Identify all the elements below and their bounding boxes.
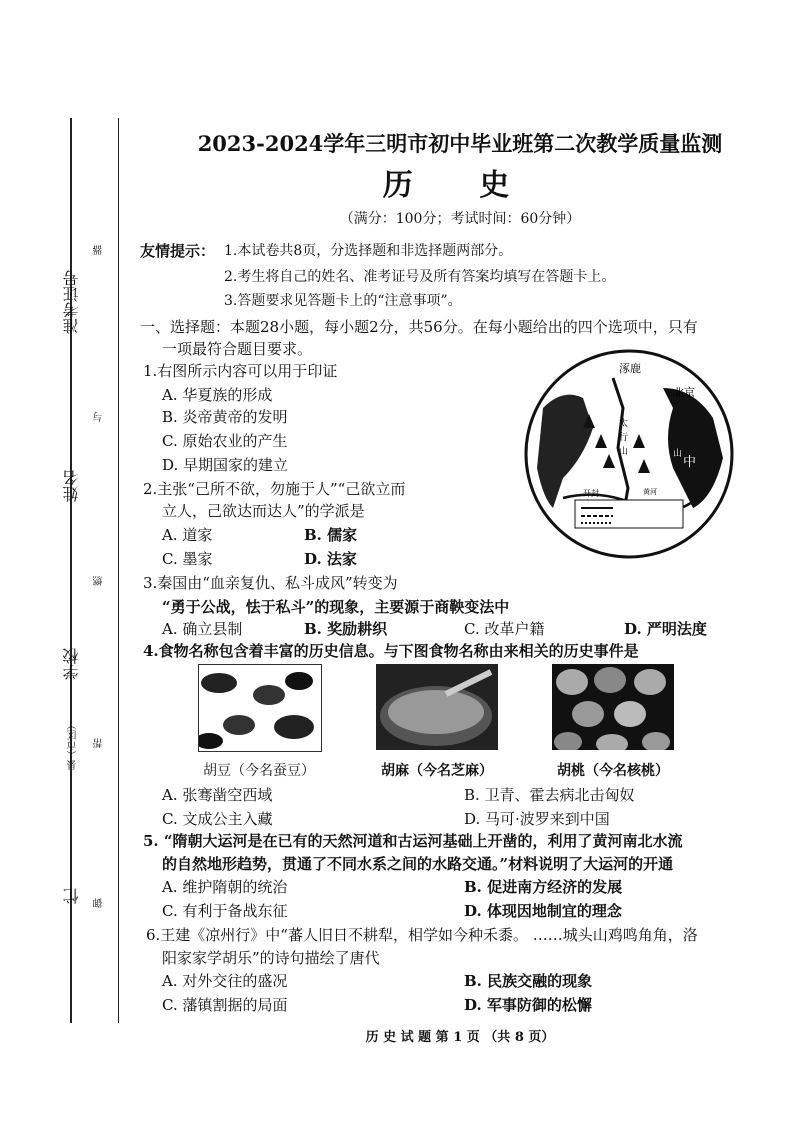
q4-option-c[interactable]: C. 文成公主入藏 [162,810,273,828]
exam-title: 2023-2024学年三明市初中毕业班第二次教学质量监测 [197,131,723,156]
q6-stem-line2: 阳家家学胡乐”的诗句描绘了唐代 [162,949,380,967]
q3-stem-line2: “勇于公战，怯于私斗”的现象，主要源于商鞅变法中 [162,598,510,616]
map-label-xing: 行 [619,433,629,443]
food-caption-1: 胡豆（今名蚕豆） [203,763,315,779]
school-label: 学校 [62,648,81,680]
q5-stem-line1: 5. “隋朝大运河是在已有的天然河道和古运河基础上开凿的，利用了黄河南北水流 [143,832,683,850]
exam-meta: （满分：100分；考试时间：60分钟） [339,211,581,227]
q5-stem-line2: 的自然地形趋势，贯通了不同水系之间的水路交通。”材料说明了大运河的开通 [162,855,674,873]
q2-stem-line1: 2.主张“己所不欲，勿施于人”“己欲立而 [143,480,406,498]
seal-char-1: 器 [94,245,105,255]
tip-3: 3.答题要求见答题卡上的“注意事项”。 [224,293,462,309]
map-label-zhong: 中 [683,455,697,470]
food-image-broad-bean [198,664,322,752]
map-label-shan: 山 [673,449,683,459]
q6-option-c[interactable]: C. 藩镇割据的局面 [162,996,288,1014]
q4-option-d[interactable]: D. 马可·波罗来到中国 [464,810,610,828]
q3-option-c[interactable]: C. 改革户籍 [464,620,545,638]
seal-char-5: 御 [94,898,105,908]
q3-option-a[interactable]: A. 确立县制 [162,620,243,638]
q3-stem-line1: 3.秦国由“血亲复仇、私斗成风”转变为 [143,574,398,592]
tip-2: 2.考生将自己的姓名、准考证号及所有答案均填写在答题卡上。 [224,269,616,285]
q1-option-d[interactable]: D. 早期国家的建立 [162,456,289,474]
q6-stem-line1: 6.王建《凉州行》中“蕃人旧日不耕犁，相学如今种禾黍。 ……城头山鸡鸣角角，洛 [146,926,698,944]
q1-option-a[interactable]: A. 华夏族的形成 [162,386,273,404]
subject-title: 历 史 [382,168,538,203]
q2-option-c[interactable]: C. 墨家 [162,550,213,568]
q6-option-a[interactable]: A. 对外交往的盛况 [162,972,288,990]
q2-stem-line2: 立人，己欲达而达人”的学派是 [162,502,365,520]
county-label: 县（市区） [68,720,79,770]
section1-line2: 一项最符合题目要求。 [162,340,313,358]
q2-option-a[interactable]: A. 道家 [162,526,213,544]
q6-option-d[interactable]: D. 军事防御的松懈 [464,996,592,1014]
page-footer: 历 史 试 题 第 1 页 （共 8 页） [365,1030,555,1045]
q5-option-b[interactable]: B. 促进南方经济的发展 [464,878,623,896]
food-caption-2: 胡麻（今名芝麻） [381,763,493,779]
map-label-kaifeng: 开封 [583,489,599,498]
q6-option-b[interactable]: B. 民族交融的现象 [464,972,593,990]
q1-option-b[interactable]: B. 炎帝黄帝的发明 [162,408,288,426]
q2-option-d[interactable]: D. 法家 [304,550,357,568]
seal-char-2: 与 [94,412,105,422]
q4-option-a[interactable]: A. 张骞凿空西域 [162,786,273,804]
map-label-beijing: 北京 [673,386,695,399]
binding-rule-right [118,118,119,1023]
map-label-tai: 太 [619,419,629,429]
q5-option-c[interactable]: C. 有利于备战东征 [162,902,288,920]
county-mark: 忙 [62,888,81,904]
q5-option-d[interactable]: D. 体现因地制宜的理念 [464,902,622,920]
ancient-map-figure [523,348,735,560]
q3-option-d[interactable]: D. 严明法度 [624,620,707,638]
section1-line1: 一、选择题：本题28小题，每小题2分，共56分。在每小题给出的四个选项中，只有 [140,318,698,336]
exam-number-label: 准考证号 [62,270,81,334]
map-label-zhuolu: 涿鹿 [619,362,641,375]
seal-char-3: 燃 [94,576,105,586]
q2-option-b[interactable]: B. 儒家 [304,526,358,544]
food-image-walnut [552,664,674,750]
q5-option-a[interactable]: A. 维护隋朝的统治 [162,878,288,896]
q1-option-c[interactable]: C. 原始农业的产生 [162,432,288,450]
q4-option-b[interactable]: B. 卫青、霍去病北击匈奴 [464,786,635,804]
q3-option-b[interactable]: B. 奖励耕织 [304,620,388,638]
map-label-shan2: 山 [619,447,629,457]
q4-stem: 4.食物名称包含着丰富的历史信息。与下图食物名称由来相关的历史事件是 [143,642,639,660]
food-caption-3: 胡桃（今名核桃） [557,763,669,779]
seal-char-4: 帮 [94,738,105,748]
tips-label: 友情提示： [140,242,216,260]
map-label-huanghe: 黄河 [643,488,657,496]
tip-1: 1.本试卷共8页，分选择题和非选择题两部分。 [224,243,513,259]
name-label: 姓名 [62,470,81,502]
q1-stem: 1.右图所示内容可以用于印证 [143,362,338,380]
food-image-sesame [376,664,498,750]
